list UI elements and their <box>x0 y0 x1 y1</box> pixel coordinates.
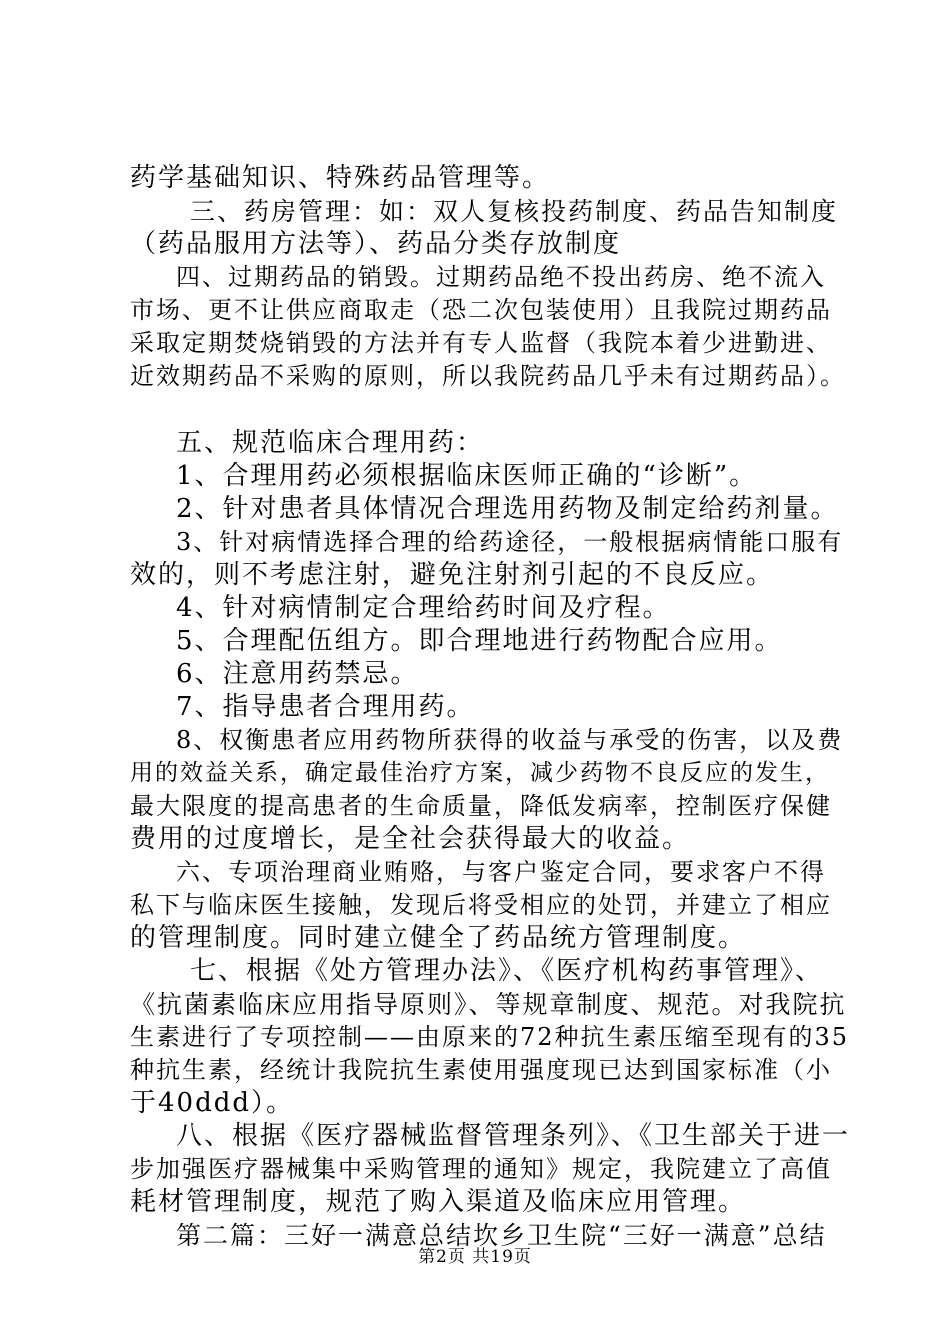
text-line: 5、合理配伍组方。即合理地进行药物配合应用。 <box>176 626 783 656</box>
text-line: 于40ddd）。 <box>130 1088 295 1118</box>
text-line: 耗材管理制度，规范了购入渠道及临床应用管理。 <box>130 1187 747 1217</box>
text-line: 1、合理用药必须根据临床医师正确的“诊断”。 <box>176 461 758 491</box>
text-line: 三、药房管理：如：双人复核投药制度、药品告知制度 <box>190 197 839 226</box>
text-line: 种抗生素，经统计我院抗生素使用强度现已达到国家标准（小 <box>130 1056 832 1084</box>
paragraph-gap <box>130 393 850 427</box>
text-line: 效的，则不考虑注射，避免注射剂引起的不良反应。 <box>130 560 775 590</box>
text-line: 药学基础知识、特殊药品管理等。 <box>130 163 551 193</box>
document-body <box>130 162 850 1252</box>
text-line: 最大限度的提高患者的生命质量，降低发病率，控制医疗保健 <box>130 792 832 820</box>
text-line: 七、根据《处方管理办法》、《医疗机构药事管理》、 <box>190 956 824 986</box>
text-line: 3、针对病情选择合理的给药途径，一般根据病情能口服有 <box>176 528 844 556</box>
text-line: 6、注意用药禁忌。 <box>176 659 419 689</box>
text-line: 步加强医疗器械集中采购管理的通知》规定，我院建立了高值 <box>130 1155 832 1183</box>
page-number-footer: 第2页 共19页 <box>418 1247 532 1267</box>
text-line: 费用的过度增长，是全社会获得最大的收益。 <box>130 824 691 854</box>
text-line: 四、过期药品的销毁。过期药品绝不投出药房、绝不流入 <box>176 263 826 291</box>
text-line: 《抗菌素临床应用指导原则》、等规章制度、规范。对我院抗 <box>130 990 847 1019</box>
text-line: 的管理制度。同时建立健全了药品统方管理制度。 <box>130 923 747 953</box>
section-heading: 五、规范临床合理用药： <box>176 428 485 458</box>
text-line: 2、针对患者具体情况合理选用药物及制定给药剂量。 <box>176 494 839 524</box>
text-line: （药品服用方法等）、药品分类存放制度 <box>130 229 622 259</box>
text-line: 第二篇：三好一满意总结坎乡卫生院“三好一满意”总结 <box>176 1221 827 1250</box>
text-line: 私下与临床医生接触，发现后将受相应的处罚，并建立了相应 <box>130 891 832 919</box>
text-line: 近效期药品不采购的原则，所以我院药品几乎未有过期药品）。 <box>130 362 846 390</box>
text-line: 采取定期焚烧销毁的方法并有专人监督（我院本着少进勤进、 <box>130 329 832 357</box>
text-line: 八、根据《医疗器械监督管理条列》、《卫生部关于进一 <box>176 1121 851 1151</box>
text-line: 8、权衡患者应用药物所获得的收益与承受的伤害，以及费 <box>176 726 844 754</box>
text-line: 生素进行了专项控制——由原来的72种抗生素压缩至现有的35 <box>130 1023 850 1051</box>
text-line: 4、针对病情制定合理给药时间及疗程。 <box>176 593 671 623</box>
text-line: 六、专项治理商业贿赂，与客户鉴定合同，要求客户不得 <box>176 858 826 886</box>
text-line: 用的效益关系，确定最佳治疗方案，减少药物不良反应的发生， <box>130 760 830 786</box>
text-line: 市场、更不让供应商取走（恐二次包装使用）且我院过期药品 <box>130 296 832 324</box>
text-line: 7、指导患者合理用药。 <box>176 692 475 722</box>
